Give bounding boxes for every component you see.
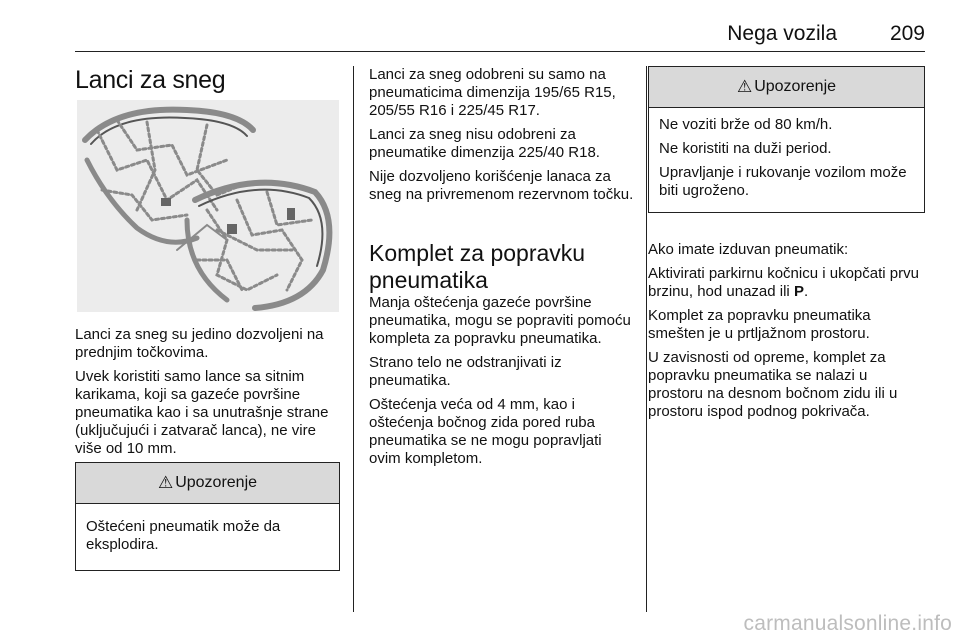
warning-box: [75, 462, 340, 571]
paragraph: Komplet za popravku pneumatika smešten je u prtljažnom prostoru.: [648, 307, 871, 342]
warning-title: Upozorenje: [175, 474, 258, 491]
paragraph: U zavisnosti od opreme, komplet za popravku pneumatika se nalazi u prostoru na desnom bočnom zidu ili u prostoru ispod podnog pokrivača.: [648, 349, 898, 420]
paragraph: Strano telo ne odstranjivati iz pneumatika.: [369, 354, 562, 389]
column-divider-1: [353, 66, 354, 612]
paragraph: Lanci za sneg su jedino dozvoljeni na prednjim točkovima.: [75, 326, 324, 361]
section-title: Nega vozila: [727, 22, 837, 45]
paragraph: Manja oštećenja gazeće površine pneumatika, mogu se popraviti pomoću kompleta za popravku pneumatika.: [369, 294, 631, 347]
warning-header: [649, 67, 924, 108]
paragraph: Nije dozvoljeno korišćenje lanaca za sneg na privremenom rezervnom točku.: [369, 168, 634, 203]
paragraph: Lanci za sneg nisu odobreni za pneumatike dimenzija 225/40 R18.: [369, 126, 600, 161]
warning-text: Oštećeni pneumatik može da eksplodira.: [86, 518, 281, 553]
paragraph: Aktivirati parkirnu kočnicu i ukopčati prvu brzinu, hod unazad ili P.: [648, 265, 919, 300]
warning-text: Ne voziti brže od 80 km/h.: [659, 116, 833, 133]
paragraph: Ako imate izduvan pneumatik:: [648, 241, 849, 258]
warning-triangle-icon: ⚠: [157, 473, 174, 492]
gear-p-label: P: [793, 283, 804, 300]
warning-header: [76, 463, 339, 504]
heading-repair-kit: Komplet za popravku pneumatika: [369, 240, 586, 293]
page-number: 209: [889, 22, 925, 45]
paragraph: Lanci za sneg odobreni su samo na pneumaticima dimenzija 195/65 R15, 205/55 R16 i 225/45 R17.: [369, 66, 616, 119]
paragraph: Uvek koristiti samo lance sa sitnim karikama, koji sa gazeće površine pneumatika kao i sa unutrašnje strane (uključujući i zatvarač lanca), ne vire više od 10 mm.: [75, 368, 329, 457]
warning-text: Upravljanje i rukovanje vozilom može biti ugroženo.: [659, 164, 907, 199]
paragraph: Oštećenja veća od 4 mm, kao i oštećenja bočnog zida pored ruba pneumatika se ne mogu popravljati ovim kompletom.: [369, 396, 602, 467]
warning-box: [648, 66, 925, 213]
heading-snow-chains: Lanci za sneg: [75, 66, 226, 94]
warning-title: Upozorenje: [754, 78, 837, 95]
watermark: carmanualsonline.info: [743, 612, 952, 635]
warning-text: Ne koristiti na duži period.: [659, 140, 832, 157]
snow-chains-illustration: [77, 100, 339, 312]
column-divider-2: [646, 66, 647, 612]
warning-triangle-icon: ⚠: [736, 77, 753, 96]
page-header: [75, 0, 925, 52]
